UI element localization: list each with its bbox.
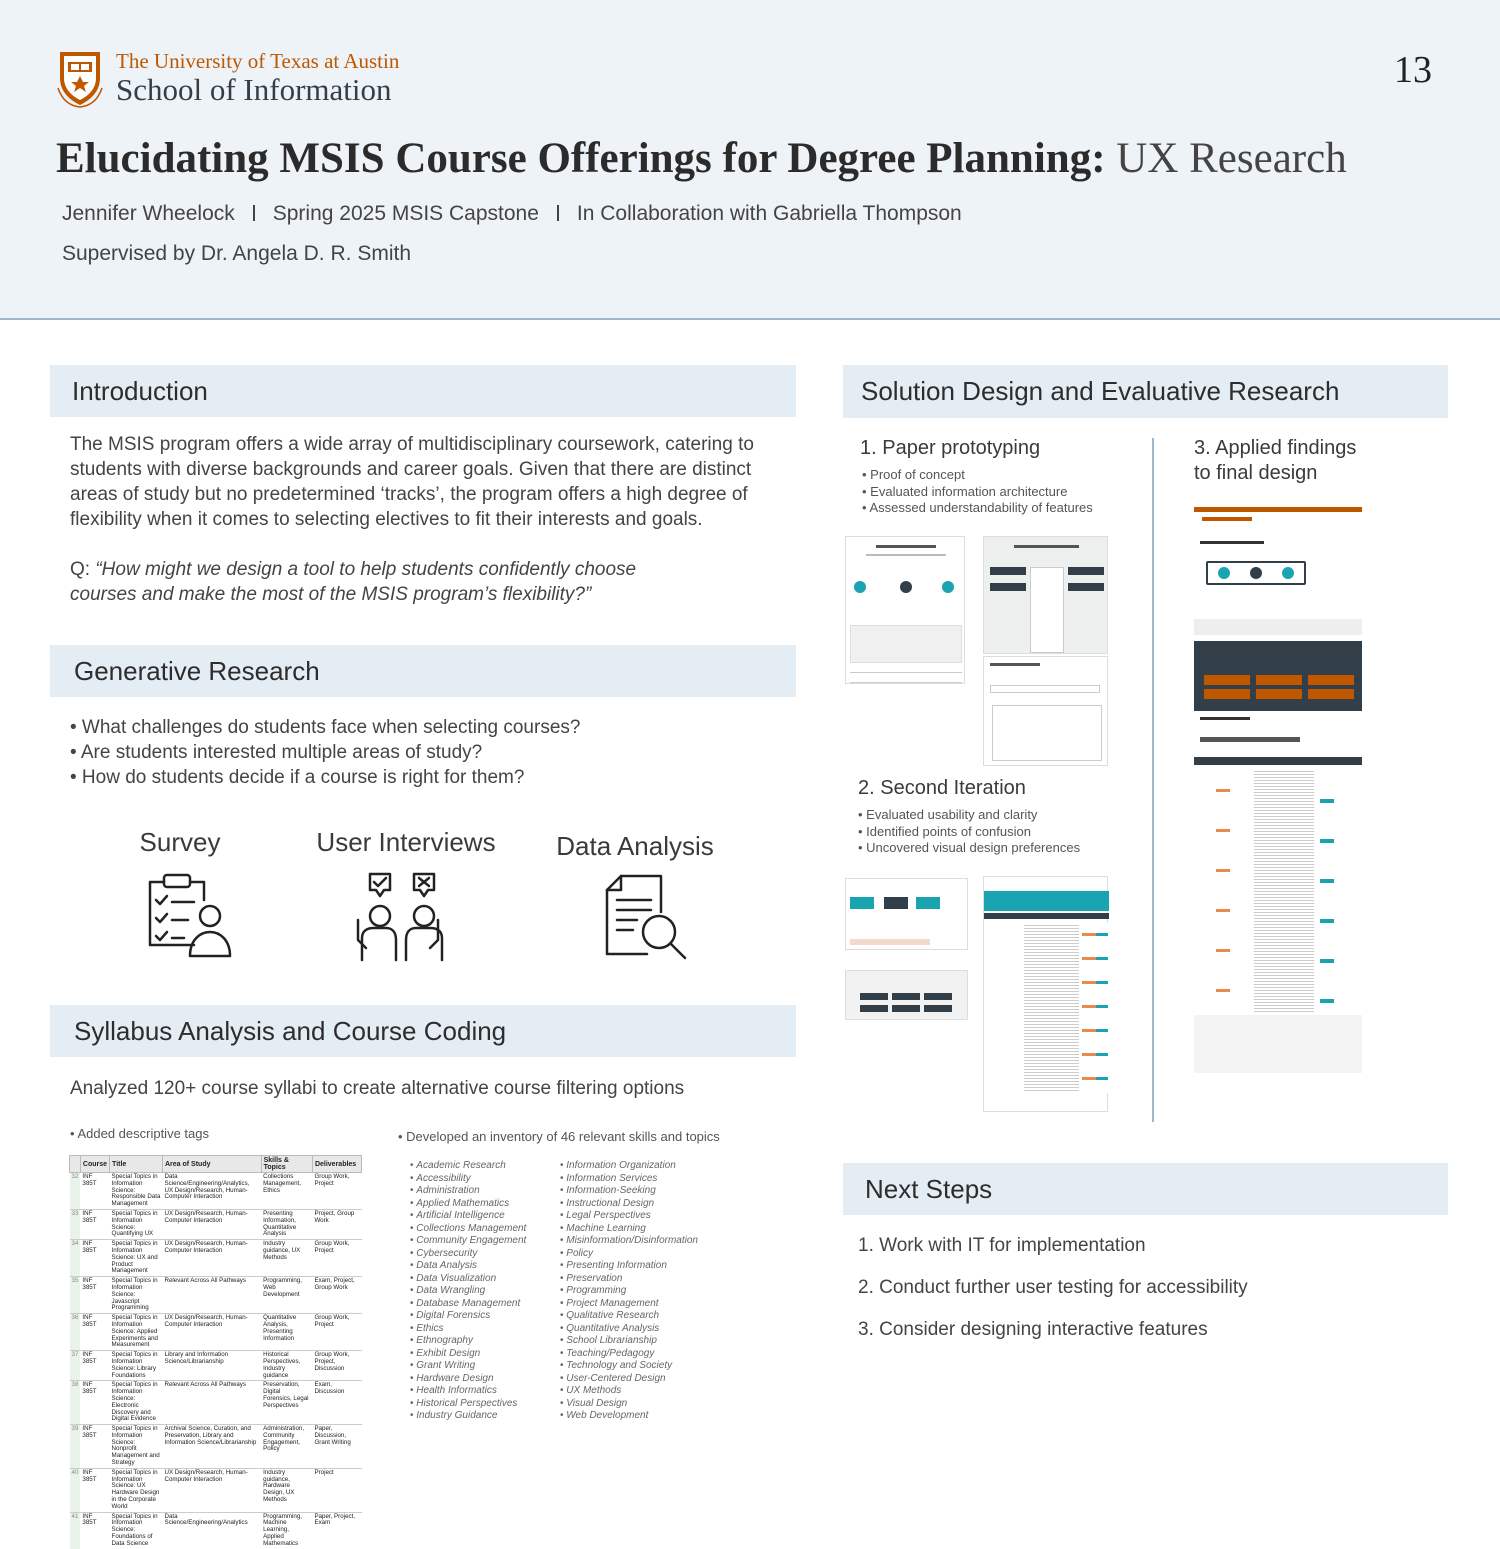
table-body [70,1173,362,1549]
table-cell: Project, Group Work [312,1209,361,1239]
table-cell: UX Design/Research, Human-Computer Interaction [162,1468,261,1512]
question-item: • Are students interested multiple areas of study? [70,742,483,763]
skill-item: • Artificial Intelligence [410,1210,526,1223]
table-cell: Special Topics in Information Science: Javascript Programming [110,1277,163,1314]
table-cell: INF 385T [80,1209,109,1239]
separator [253,205,255,221]
poster-header [0,0,1500,320]
next-steps-heading: Next Steps [843,1163,1448,1215]
table-cell: INF 385T [80,1351,109,1381]
table-cell: 37 [70,1351,81,1381]
table-cell: Paper, Project, Exam [312,1512,361,1548]
table-cell: Group Work, Project, Discussion [312,1351,361,1381]
table-cell: Group Work, Project [312,1314,361,1351]
table-row [70,1512,362,1548]
skill-item: • Data Visualization [410,1273,526,1286]
table-cell: Industry guidance, Hardware Design, UX Methods [261,1468,312,1512]
table-row [70,1351,362,1381]
table-cell: 36 [70,1314,81,1351]
syllabus-summary: Analyzed 120+ course syllabi to create alternative course filtering options [70,1078,685,1099]
table-cell: Historical Perspectives, Industry guidance [261,1351,312,1381]
university-name: The University of Texas at Austin [116,49,400,73]
table-cell: Relevant Across All Pathways [162,1277,261,1314]
skill-item: • Digital Forensics [410,1310,526,1323]
step2-bullets [858,807,1080,857]
skill-item: • Data Analysis [410,1260,526,1273]
table-cell: 32 [70,1173,81,1210]
step3-title-line-1: 3. Applied findings [1194,437,1357,459]
table-header-row [70,1156,362,1173]
table-cell: Exam, Discussion [312,1381,361,1425]
table-cell: INF 385T [80,1173,109,1210]
table-cell: UX Design/Research, Human-Computer Interaction [162,1209,261,1239]
bullet-item: • Evaluated usability and clarity [858,807,1080,824]
table-cell: INF 385T [80,1512,109,1548]
skills-list-2 [560,1160,698,1423]
skill-item: • Project Management [560,1298,698,1311]
method-survey-label: Survey [139,827,221,857]
bullet-item: • Developed an inventory of 46 relevant skills and topics [398,1129,720,1146]
table-cell: INF 385T [80,1468,109,1512]
table-cell: Paper, Discussion, Grant Writing [312,1425,361,1469]
skill-item: • Collections Management [410,1223,526,1236]
skill-item: • Presenting Information [560,1260,698,1273]
table-row [70,1381,362,1425]
table-cell: Data Science/Engineering/Analytics [162,1512,261,1548]
table-cell: Collections Management, Ethics [261,1173,312,1210]
method-data-analysis-label: Data Analysis [556,831,714,861]
introduction-body: The MSIS program offers a wide array of multidisciplinary coursework, catering to students with diverse backgrounds and career goals. Given that there are distinct areas of study but no predetermined ‘tracks’, the program offers a high degree of flexibility when it comes to selecting electives to fit their interests and goals. [70,434,754,530]
skills-list-1 [410,1160,526,1423]
skill-item: • Web Development [560,1410,698,1423]
skill-item: • Industry Guidance [410,1410,526,1423]
table-cell: Quantitative Analysis, Presenting Information [261,1314,312,1351]
table-cell: Special Topics in Information Science: Applied Experiments and Measurement [110,1314,163,1351]
skill-item: • Qualitative Research [560,1310,698,1323]
step1-bullets [862,467,1093,517]
skill-item: • Database Management [410,1298,526,1311]
solution-heading: Solution Design and Evaluative Research [843,365,1448,418]
data-analysis-icon [603,874,689,962]
table-cell: 33 [70,1209,81,1239]
table-cell: Group Work, Project [312,1173,361,1210]
skill-item: • Hardware Design [410,1373,526,1386]
skill-item: • Cybersecurity [410,1248,526,1261]
table-header-cell: Course [80,1156,109,1173]
table-cell: Exam, Project, Group Work [312,1277,361,1314]
iteration2-requirements [845,878,968,950]
poster-title [56,134,1347,183]
skill-item: • Policy [560,1248,698,1261]
school-name: School of Information [116,72,392,107]
table-row [70,1173,362,1210]
skill-item: • Visual Design [560,1398,698,1411]
table-cell: INF 385T [80,1381,109,1425]
skill-item: • Applied Mathematics [410,1198,526,1211]
table-cell: Presenting Information, Quantitative Analysis [261,1209,312,1239]
introduction-heading: Introduction [50,365,796,417]
skill-item: • Historical Perspectives [410,1398,526,1411]
author: Jennifer Wheelock [62,202,235,225]
table-cell: 40 [70,1468,81,1512]
table-cell: Preservation, Digital Forensics, Legal Perspectives [261,1381,312,1425]
table-cell: Special Topics in Information Science: UX Hardware Design in the Corporate World [110,1468,163,1512]
skill-item: • Preservation [560,1273,698,1286]
table-cell: INF 385T [80,1277,109,1314]
question-line-1: “How might we design a tool to help students confidently choose [95,559,637,580]
table-cell: 39 [70,1425,81,1469]
table-cell: Industry guidance, UX Methods [261,1240,312,1277]
skill-item: • School Librarianship [560,1335,698,1348]
skill-item: • Academic Research [410,1160,526,1173]
table-cell: Special Topics in Information Science: Foundations of Data Science [110,1512,163,1548]
survey-clipboard-icon [144,870,234,960]
step1-title: 1. Paper prototyping [860,437,1041,459]
skill-item: • Ethics [410,1323,526,1336]
course-name: Spring 2025 MSIS Capstone [272,202,539,225]
skill-item: • Exhibit Design [410,1348,526,1361]
tags-bullet [70,1126,209,1143]
ut-shield-logo [56,48,104,108]
table-row [70,1314,362,1351]
page-number: 13 [1394,49,1432,91]
table-cell: UX Design/Research, Human-Computer Interaction [162,1240,261,1277]
separator [557,205,559,221]
skill-item: • Programming [560,1285,698,1298]
skill-item: • Information Organization [560,1160,698,1173]
step3-title [1194,436,1356,486]
table-cell: 35 [70,1277,81,1314]
skill-item: • Technology and Society [560,1360,698,1373]
skill-item: • Administration [410,1185,526,1198]
skill-item: • UX Methods [560,1385,698,1398]
supervisor: Supervised by Dr. Angela D. R. Smith [62,242,411,265]
step3-title-line-2: to final design [1194,462,1318,484]
table-row [70,1425,362,1469]
title-bold: Elucidating MSIS Course Offerings for Degree Planning: [56,135,1106,182]
table-cell: Special Topics in Information Science: Library Foundations [110,1351,163,1381]
table-header-cell: Title [110,1156,163,1173]
table-row [70,1209,362,1239]
syllabus-heading: Syllabus Analysis and Course Coding [50,1005,796,1057]
table-cell: 41 [70,1512,81,1548]
table-cell: Relevant Across All Pathways [162,1381,261,1425]
next-step-item: 2. Conduct further user testing for accessibility [858,1277,1248,1298]
user-interviews-icon [352,870,444,962]
question-item: • How do students decide if a course is right for them? [70,767,525,788]
table-cell: Archival Science, Curation, and Preservation, Library and Information Science/Librarianship [162,1425,261,1469]
method-interviews-label: User Interviews [316,827,496,857]
skill-item: • Health Informatics [410,1385,526,1398]
skill-item: • Machine Learning [560,1223,698,1236]
skill-item: • Community Engagement [410,1235,526,1248]
table-cell: Library and Information Science/Librarianship [162,1351,261,1381]
table-cell: INF 385T [80,1314,109,1351]
research-question [70,557,770,607]
table-cell: 34 [70,1240,81,1277]
table-cell: Special Topics in Information Science: UX and Product Management [110,1240,163,1277]
next-step-item: 3. Consider designing interactive features [858,1319,1208,1340]
skill-item: • Instructional Design [560,1198,698,1211]
next-step-item: 1. Work with IT for implementation [858,1235,1146,1256]
table-cell: Administration, Community Engagement, Policy [261,1425,312,1469]
paper-prototype-offerings [983,656,1108,766]
skill-item: • Data Wrangling [410,1285,526,1298]
step2-title: 2. Second Iteration [858,777,1026,799]
skill-item: • Grant Writing [410,1360,526,1373]
question-line-2: courses and make the most of the MSIS program’s flexibility?” [70,584,592,605]
table-row [70,1468,362,1512]
table-cell: Programming, Machine Learning, Applied Mathematics [261,1512,312,1548]
bullet-item: • Proof of concept [862,467,1093,484]
final-design-mockup [1194,507,1362,1073]
generative-questions [70,715,770,790]
table-header-cell [70,1156,81,1173]
paper-prototype-explore [983,536,1108,654]
table-cell: Group Work, Project [312,1240,361,1277]
inventory-bullet [398,1129,720,1146]
table-header-cell: Skills & Topics [261,1156,312,1173]
bullet-item: • Identified points of confusion [858,824,1080,841]
generative-heading: Generative Research [50,645,796,697]
iteration2-course-offerings [983,876,1108,1112]
column-divider [1152,438,1154,1122]
table-cell: Programming, Web Development [261,1277,312,1314]
paper-prototype-requirements [845,536,965,684]
skill-item: • Teaching/Pedagogy [560,1348,698,1361]
skill-item: • User-Centered Design [560,1373,698,1386]
table-cell: Special Topics in Information Science: Quantifying UX [110,1209,163,1239]
skill-item: • Ethnography [410,1335,526,1348]
table-cell: INF 385T [80,1425,109,1469]
collaboration: In Collaboration with Gabriella Thompson [576,202,962,225]
question-prefix: Q: [70,559,91,580]
skill-item: • Accessibility [410,1173,526,1186]
skill-item: • Information Services [560,1173,698,1186]
iteration2-explore [845,970,968,1020]
title-light: UX Research [1116,135,1347,182]
table-cell: INF 385T [80,1240,109,1277]
skill-item: • Quantitative Analysis [560,1323,698,1336]
skill-item: • Information-Seeking [560,1185,698,1198]
table-row [70,1277,362,1314]
table-row [70,1240,362,1277]
bullet-item: • Assessed understandability of features [862,500,1093,517]
table-cell: 38 [70,1381,81,1425]
bullet-item: • Evaluated information architecture [862,484,1093,501]
table-cell: UX Design/Research, Human-Computer Interaction [162,1314,261,1351]
skill-item: • Misinformation/Disinformation [560,1235,698,1248]
byline [62,202,962,226]
course-coding-table [69,1155,362,1549]
table-cell: Special Topics in Information Science: Nonprofit Management and Strategy [110,1425,163,1469]
bullet-item: • Uncovered visual design preferences [858,840,1080,857]
table-header-cell: Area of Study [162,1156,261,1173]
bullet-item: • Added descriptive tags [70,1126,209,1143]
table-header-cell: Deliverables [312,1156,361,1173]
table-cell: Special Topics in Information Science: Responsible Data Management [110,1173,163,1210]
skill-item: • Legal Perspectives [560,1210,698,1223]
table-cell: Project [312,1468,361,1512]
question-item: • What challenges do students face when selecting courses? [70,717,581,738]
table-cell: Data Science/Engineering/Analytics, UX Design/Research, Human-Computer Interaction [162,1173,261,1210]
table-cell: Special Topics in Information Science: Electronic Discovery and Digital Evidence [110,1381,163,1425]
